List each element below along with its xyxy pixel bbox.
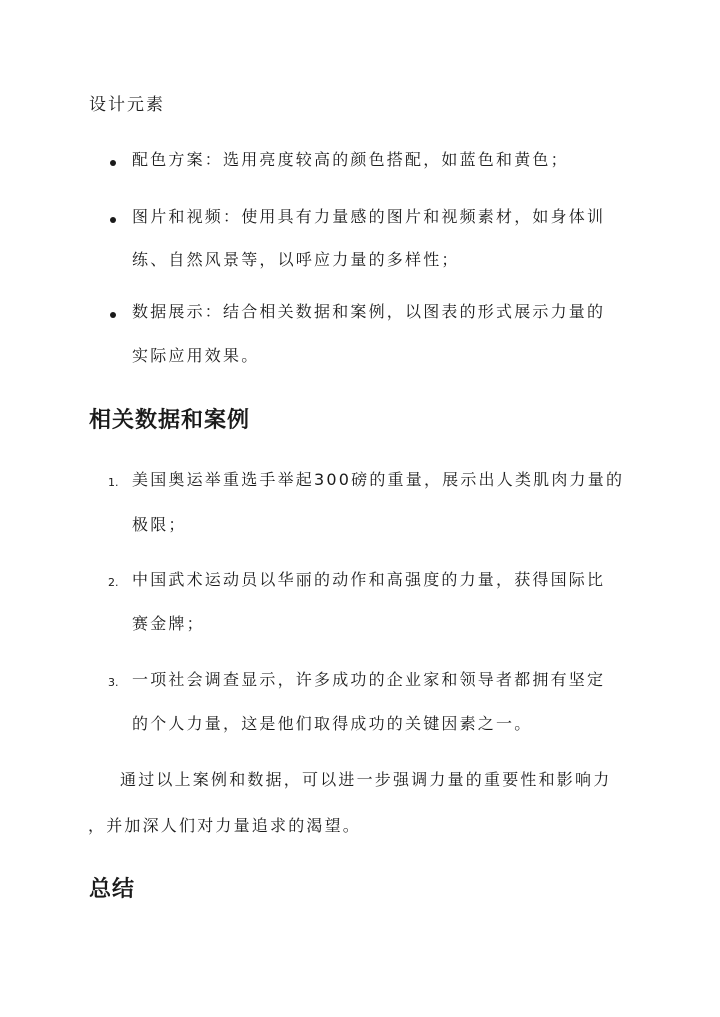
paragraph-line-1: 通过以上案例和数据，可以进一步强调力量的重要性和影响力 — [120, 770, 612, 789]
list-number: 3. — [108, 676, 119, 689]
bullet-icon — [110, 160, 116, 166]
case-item-1-line-1: 美国奥运举重选手举起300磅的重量，展示出人类肌肉力量的 — [132, 470, 625, 489]
list-number: 2. — [108, 576, 119, 589]
summary-heading: 总结 — [89, 877, 136, 902]
bullet-icon — [110, 312, 116, 318]
design-item-3-line-1: 数据展示：结合相关数据和案例，以图表的形式展示力量的 — [132, 302, 606, 321]
design-item-3-line-2: 实际应用效果。 — [132, 346, 260, 365]
case-item-2-line-1: 中国武术运动员以华丽的动作和高强度的力量，获得国际比 — [132, 570, 606, 589]
design-item-2-line-2: 练、自然风景等，以呼应力量的多样性； — [132, 250, 460, 269]
cases-heading: 相关数据和案例 — [89, 408, 251, 433]
design-item-2-line-1: 图片和视频：使用具有力量感的图片和视频素材，如身体训 — [132, 207, 606, 226]
design-item-1-line-1: 配色方案：选用亮度较高的颜色搭配，如蓝色和黄色； — [132, 150, 569, 169]
paragraph-line-2: ，并加深人们对力量追求的渴望。 — [88, 816, 362, 835]
case-item-3-line-1: 一项社会调查显示，许多成功的企业家和领导者都拥有坚定 — [132, 670, 606, 689]
list-number: 1. — [108, 476, 119, 489]
case-item-1-line-2: 极限； — [132, 515, 187, 534]
design-elements-heading: 设计元素 — [89, 95, 165, 115]
case-item-2-line-2: 赛金牌； — [132, 614, 205, 633]
case-item-3-line-2: 的个人力量，这是他们取得成功的关键因素之一。 — [132, 714, 533, 733]
bullet-icon — [110, 217, 116, 223]
